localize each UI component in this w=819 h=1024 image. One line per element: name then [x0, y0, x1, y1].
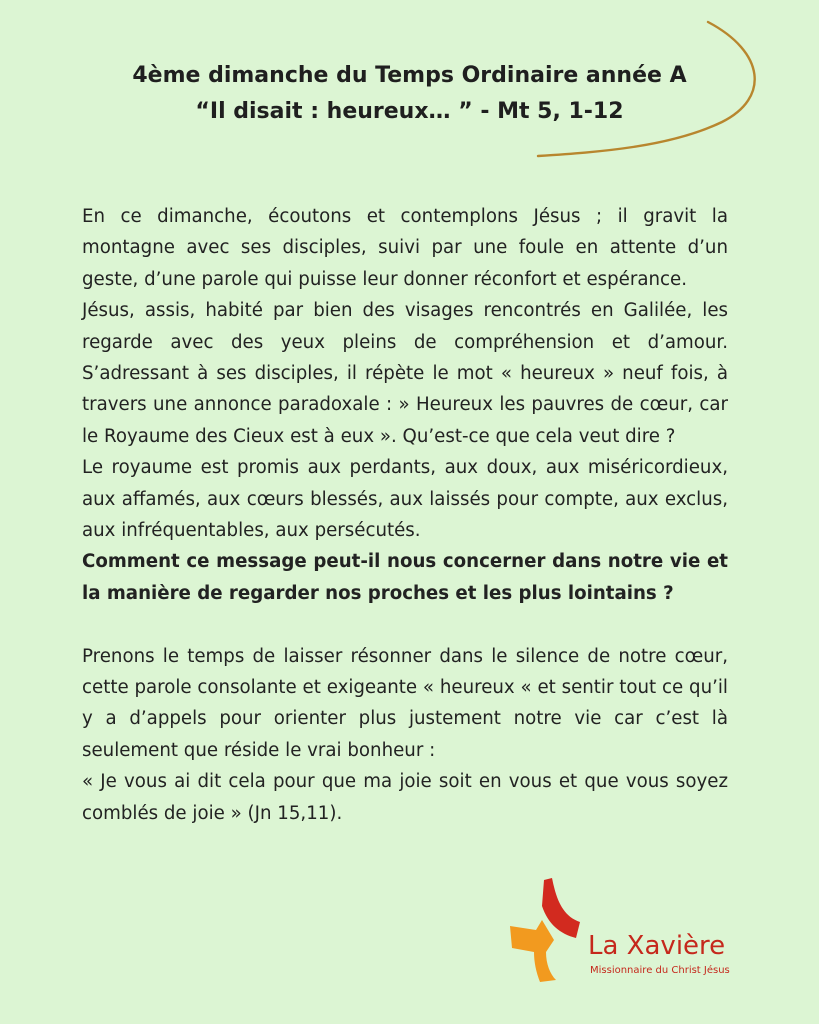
meditation-text [82, 201, 728, 829]
logo-tagline: Missionnaire du Christ Jésus [590, 965, 730, 976]
paragraph-invitation: Prenons le temps de laisser résonner dans le silence de notre cœur, cette parole consolante et exigeante « heureux « et sentir tout ce qu’il y a d’appels pour orienter plus justement notre vie car c’est là seulement que réside le vrai bonheur : [82, 645, 728, 761]
reflection-question: Comment ce message peut-il nous concerner dans notre vie et la manière de regarder nos proches et les plus lointains ? [82, 551, 728, 604]
scripture-quote: « Je vous ai dit cela pour que ma joie soit en vous et que vous soyez comblés de joie » (Jn 15,11). [82, 771, 728, 824]
paragraph-jesus: Jésus, assis, habité par bien des visages rencontrés en Galilée, les regarde avec des yeux pleins de compréhension et d’amour. S’adressant à ses disciples, il répète le mot « heureux » neuf fois, à travers une annonce paradoxale : » Heureux les pauvres de cœur, car le Royaume des Cieux est à eux ». Qu’est-ce que cela veut dire ? [82, 300, 728, 447]
page-title: 4ème dimanche du Temps Ordinaire année A [132, 63, 687, 88]
logo-name: La Xavière [588, 931, 726, 961]
paragraph-kingdom: Le royaume est promis aux perdants, aux doux, aux miséricordieux, aux affamés, aux cœurs blessés, aux laissés pour compte, aux exclus, aux infréquentables, aux persécutés. [82, 457, 728, 542]
la-xaviere-logo [506, 876, 756, 986]
title-block [0, 58, 819, 130]
la-xaviere-cross-logo-icon [506, 876, 586, 986]
page-subtitle: “Il disait : heureux… ” - Mt 5, 1-12 [195, 99, 624, 124]
paragraph-intro: En ce dimanche, écoutons et contemplons Jésus ; il gravit la montagne avec ses disciples, suivi par une foule en attente d’un geste, d’une parole qui puisse leur donner réconfort et espérance. [82, 206, 728, 290]
